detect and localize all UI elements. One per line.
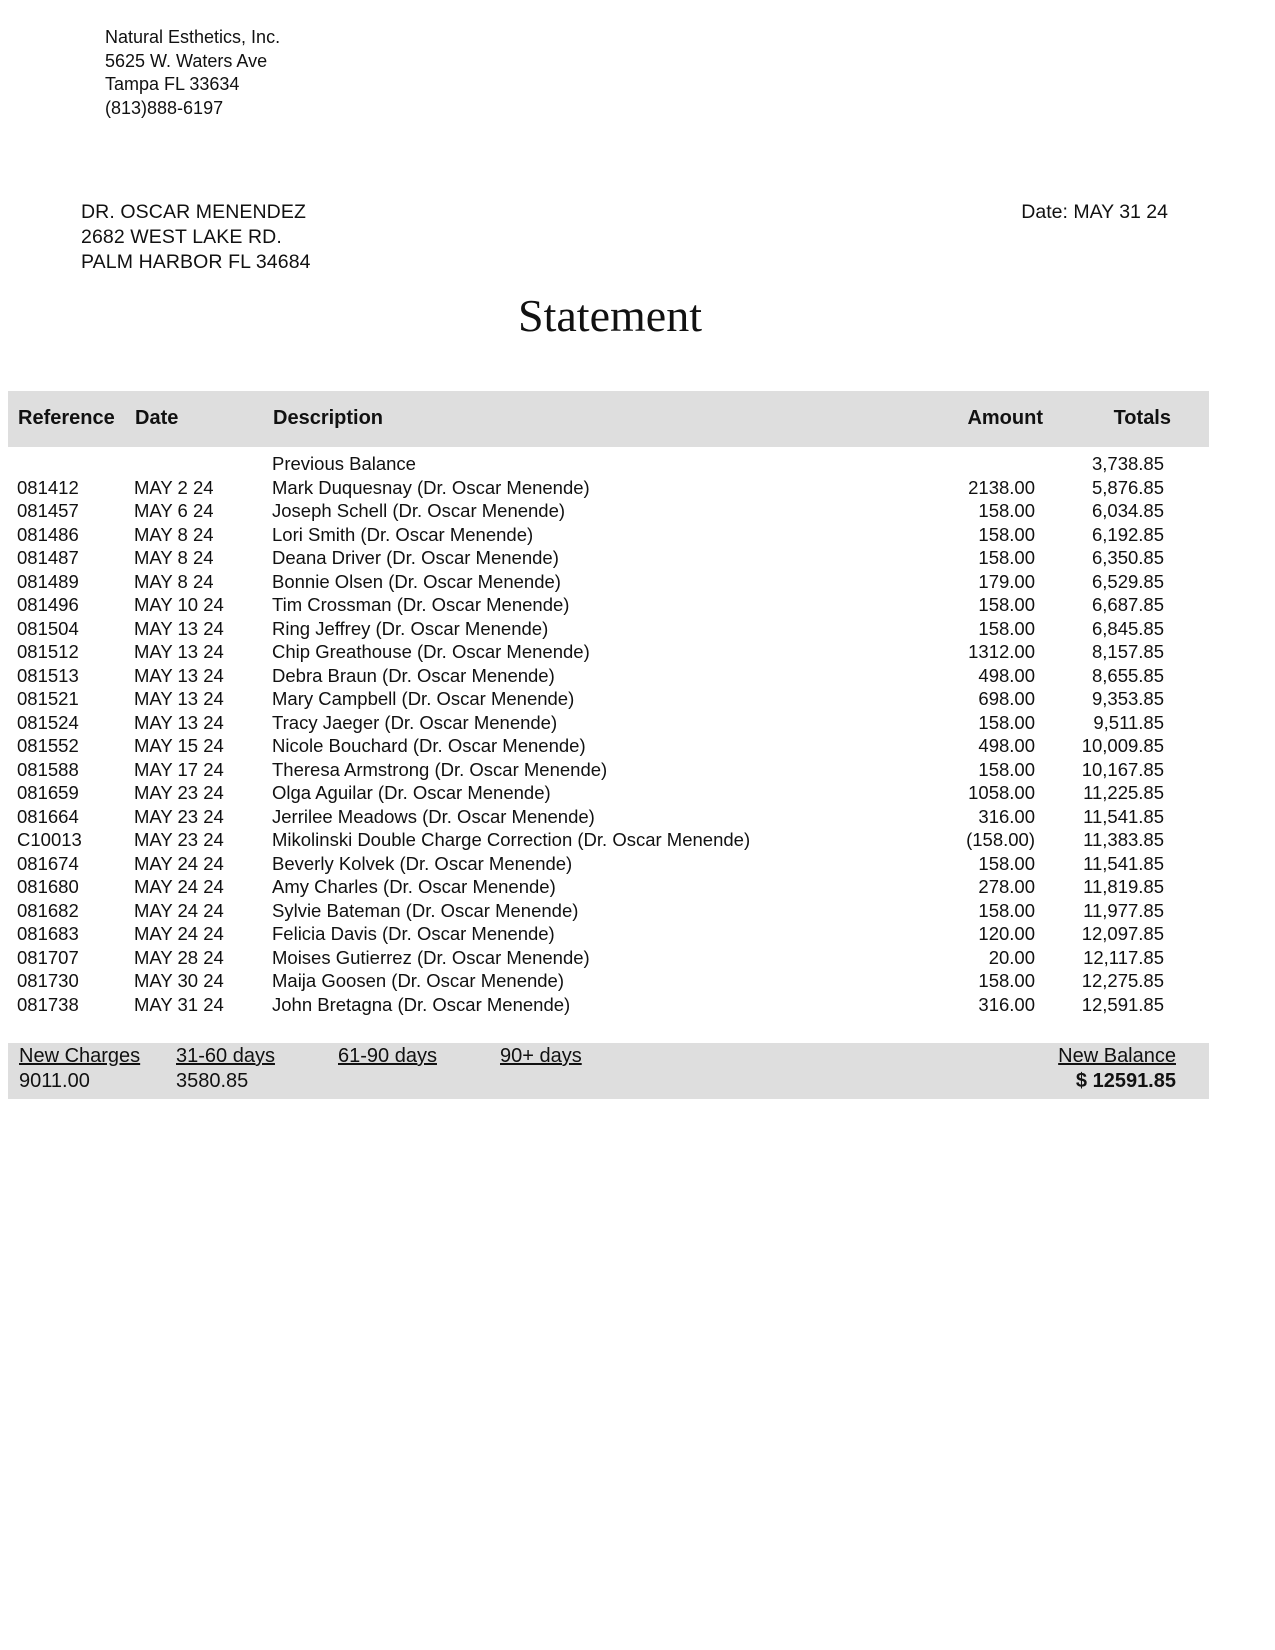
- row-reference: 081730: [17, 970, 79, 991]
- row-date: MAY 6 24: [134, 500, 214, 521]
- row-amount: 278.00: [978, 876, 1035, 897]
- row-date: MAY 30 24: [134, 970, 224, 991]
- table-row: [0, 875, 1275, 899]
- header-description: Description: [273, 407, 384, 429]
- header-date: Date: [135, 407, 179, 429]
- row-amount: 179.00: [978, 570, 1035, 592]
- row-description: Nicole Bouchard (Dr. Oscar Menende): [272, 735, 586, 756]
- row-reference: 081664: [17, 805, 79, 827]
- customer-address-block: [81, 200, 311, 275]
- company-city: Tampa FL 33634: [105, 74, 240, 94]
- days-90-plus-label: 90+ days: [500, 1045, 582, 1067]
- table-row: [0, 946, 1275, 970]
- row-date: MAY 8 24: [134, 570, 214, 592]
- row-amount: 498.00: [978, 664, 1035, 686]
- row-reference: 081738: [17, 993, 79, 1015]
- new-balance-value: $ 12591.85: [1075, 1070, 1176, 1092]
- row-description: Chip Greathouse (Dr. Oscar Menende): [272, 641, 590, 662]
- row-date: MAY 31 24: [134, 993, 224, 1015]
- row-description: Jerrilee Meadows (Dr. Oscar Menende): [272, 805, 595, 827]
- row-reference: 081524: [17, 711, 79, 733]
- table-row: [0, 617, 1275, 641]
- row-total: 12,591.85: [1081, 993, 1164, 1015]
- table-row: [0, 781, 1275, 805]
- row-reference: 081457: [17, 500, 79, 521]
- row-total: 9,511.85: [1093, 711, 1164, 733]
- row-total: 12,275.85: [1081, 970, 1164, 991]
- row-description: John Bretagna (Dr. Oscar Menende): [272, 993, 571, 1015]
- days-31-60-value: 3580.85: [176, 1070, 249, 1092]
- table-row: [0, 570, 1275, 594]
- row-total: 11,541.85: [1083, 852, 1164, 874]
- row-reference: 081513: [17, 664, 79, 686]
- row-reference: 081504: [17, 617, 79, 639]
- row-total: 10,009.85: [1081, 735, 1164, 756]
- row-date: MAY 13 24: [134, 641, 224, 662]
- row-description: Mary Campbell (Dr. Oscar Menende): [272, 688, 575, 709]
- row-description: Mikolinski Double Charge Correction (Dr. Oscar Menende): [272, 829, 751, 850]
- row-reference: 081489: [17, 570, 79, 592]
- table-row: [0, 734, 1275, 758]
- table-row: [0, 523, 1275, 547]
- statement-date: Date: MAY 31 24: [1021, 201, 1168, 223]
- row-total: 12,117.85: [1083, 946, 1164, 968]
- row-description: Debra Braun (Dr. Oscar Menende): [272, 664, 555, 686]
- table-row: [0, 452, 1275, 476]
- row-description: Ring Jeffrey (Dr. Oscar Menende): [272, 617, 549, 639]
- table-row: [0, 476, 1275, 500]
- row-date: MAY 28 24: [134, 946, 224, 968]
- row-description: Sylvie Bateman (Dr. Oscar Menende): [272, 899, 579, 921]
- row-reference: 081512: [17, 641, 79, 662]
- row-reference: 081487: [17, 547, 79, 568]
- customer-city: PALM HARBOR FL 34684: [81, 251, 311, 273]
- table-row: [0, 593, 1275, 617]
- row-amount: 158.00: [978, 970, 1035, 991]
- row-amount: 158.00: [978, 594, 1035, 615]
- row-total: 11,977.85: [1083, 899, 1164, 921]
- row-total: 11,819.85: [1083, 876, 1164, 897]
- row-description: Maija Goosen (Dr. Oscar Menende): [272, 970, 565, 991]
- row-total: 11,225.85: [1083, 782, 1164, 803]
- table-row: [0, 828, 1275, 852]
- days-31-60-label: 31-60 days: [176, 1045, 275, 1067]
- page-title: Statement: [518, 290, 702, 341]
- row-date: MAY 15 24: [134, 735, 224, 756]
- row-amount: 316.00: [978, 993, 1035, 1015]
- table-row: [0, 664, 1275, 688]
- row-reference: 081496: [17, 594, 79, 615]
- row-total: 6,687.85: [1091, 594, 1164, 615]
- row-description: Bonnie Olsen (Dr. Oscar Menende): [272, 570, 561, 592]
- row-date: MAY 24 24: [134, 923, 224, 944]
- table-row: [0, 546, 1275, 570]
- row-total: 6,529.85: [1091, 570, 1164, 592]
- row-amount: (158.00): [966, 829, 1035, 850]
- row-amount: 698.00: [978, 688, 1035, 709]
- new-balance-label: New Balance: [1058, 1045, 1176, 1067]
- row-amount: 158.00: [978, 711, 1035, 733]
- row-amount: 2138.00: [968, 476, 1035, 498]
- row-description: Felicia Davis (Dr. Oscar Menende): [272, 923, 555, 944]
- row-total: 6,845.85: [1091, 617, 1164, 639]
- row-date: MAY 13 24: [134, 688, 224, 709]
- row-amount: 20.00: [988, 946, 1035, 968]
- row-description: Theresa Armstrong (Dr. Oscar Menende): [272, 758, 608, 780]
- row-date: MAY 24 24: [134, 852, 224, 874]
- row-amount: 1058.00: [968, 782, 1035, 803]
- table-row: [0, 993, 1275, 1017]
- row-date: MAY 17 24: [134, 758, 224, 780]
- table-row: [0, 969, 1275, 993]
- row-total: 9,353.85: [1091, 688, 1164, 709]
- row-reference: 081682: [17, 899, 79, 921]
- row-date: MAY 24 24: [134, 899, 224, 921]
- row-reference: 081486: [17, 523, 79, 545]
- table-row: [0, 899, 1275, 923]
- row-description: Moises Gutierrez (Dr. Oscar Menende): [272, 946, 590, 968]
- row-reference: 081521: [17, 688, 79, 709]
- header-amount: Amount: [967, 407, 1043, 429]
- row-amount: 120.00: [978, 923, 1035, 944]
- table-row: [0, 640, 1275, 664]
- row-amount: 158.00: [978, 899, 1035, 921]
- days-61-90-label: 61-90 days: [338, 1045, 437, 1067]
- row-date: MAY 24 24: [134, 876, 224, 897]
- company-name: Natural Esthetics, Inc.: [105, 27, 281, 47]
- row-date: MAY 13 24: [134, 711, 224, 733]
- table-row: [0, 852, 1275, 876]
- row-reference: 081659: [17, 782, 79, 803]
- row-amount: 498.00: [978, 735, 1035, 756]
- table-row: [0, 758, 1275, 782]
- row-date: MAY 23 24: [134, 829, 224, 850]
- row-date: MAY 23 24: [134, 805, 224, 827]
- row-total: 8,655.85: [1091, 664, 1164, 686]
- row-description: Tim Crossman (Dr. Oscar Menende): [272, 594, 570, 615]
- row-date: MAY 8 24: [134, 523, 214, 545]
- row-reference: 081412: [17, 476, 79, 498]
- row-reference: C10013: [17, 829, 82, 850]
- header-totals: Totals: [1113, 407, 1171, 429]
- row-total: 6,192.85: [1091, 523, 1164, 545]
- row-description: Amy Charles (Dr. Oscar Menende): [272, 876, 556, 897]
- row-total: 6,034.85: [1091, 500, 1164, 521]
- row-total: 11,541.85: [1083, 805, 1164, 827]
- row-amount: 158.00: [978, 500, 1035, 521]
- new-charges-label: New Charges: [19, 1045, 141, 1067]
- row-description: Previous Balance: [272, 453, 416, 474]
- row-amount: 158.00: [978, 617, 1035, 639]
- table-row: [0, 711, 1275, 735]
- table-row: [0, 499, 1275, 523]
- statement-rows: [0, 452, 1275, 1016]
- row-description: Lori Smith (Dr. Oscar Menende): [272, 523, 534, 545]
- company-address-block: [105, 26, 280, 120]
- row-date: MAY 10 24: [134, 594, 224, 615]
- row-amount: 158.00: [978, 852, 1035, 874]
- company-street: 5625 W. Waters Ave: [105, 50, 268, 71]
- row-reference: 081707: [17, 946, 79, 968]
- row-amount: 158.00: [978, 547, 1035, 568]
- row-amount: 1312.00: [968, 641, 1035, 662]
- row-total: 12,097.85: [1081, 923, 1164, 944]
- new-charges-value: 9011.00: [19, 1070, 90, 1092]
- row-date: MAY 23 24: [134, 782, 224, 803]
- row-total: 11,383.85: [1083, 829, 1164, 850]
- row-amount: 158.00: [978, 523, 1035, 545]
- row-total: 5,876.85: [1091, 476, 1164, 498]
- row-description: Tracy Jaeger (Dr. Oscar Menende): [272, 711, 558, 733]
- row-total: 10,167.85: [1081, 758, 1164, 780]
- table-row: [0, 922, 1275, 946]
- row-description: Mark Duquesnay (Dr. Oscar Menende): [272, 476, 590, 498]
- customer-street: 2682 WEST LAKE RD.: [81, 226, 282, 248]
- row-date: MAY 2 24: [134, 476, 214, 498]
- table-row: [0, 805, 1275, 829]
- row-amount: 158.00: [978, 758, 1035, 780]
- row-total: 3,738.85: [1091, 453, 1164, 474]
- row-reference: 081683: [17, 923, 79, 944]
- row-date: MAY 13 24: [134, 664, 224, 686]
- header-reference: Reference: [18, 407, 115, 429]
- row-description: Olga Aguilar (Dr. Oscar Menende): [272, 782, 551, 803]
- row-total: 8,157.85: [1091, 641, 1164, 662]
- customer-name: DR. OSCAR MENENDEZ: [81, 201, 306, 223]
- row-amount: 316.00: [978, 805, 1035, 827]
- row-reference: 081674: [17, 852, 79, 874]
- row-date: MAY 8 24: [134, 547, 214, 568]
- row-description: Beverly Kolvek (Dr. Oscar Menende): [272, 852, 573, 874]
- row-reference: 081680: [17, 876, 79, 897]
- row-reference: 081588: [17, 758, 79, 780]
- row-reference: 081552: [17, 735, 79, 756]
- row-description: Deana Driver (Dr. Oscar Menende): [272, 547, 559, 568]
- row-total: 6,350.85: [1091, 547, 1164, 568]
- row-date: MAY 13 24: [134, 617, 224, 639]
- table-row: [0, 687, 1275, 711]
- company-phone: (813)888-6197: [105, 97, 224, 118]
- row-description: Joseph Schell (Dr. Oscar Menende): [272, 500, 566, 521]
